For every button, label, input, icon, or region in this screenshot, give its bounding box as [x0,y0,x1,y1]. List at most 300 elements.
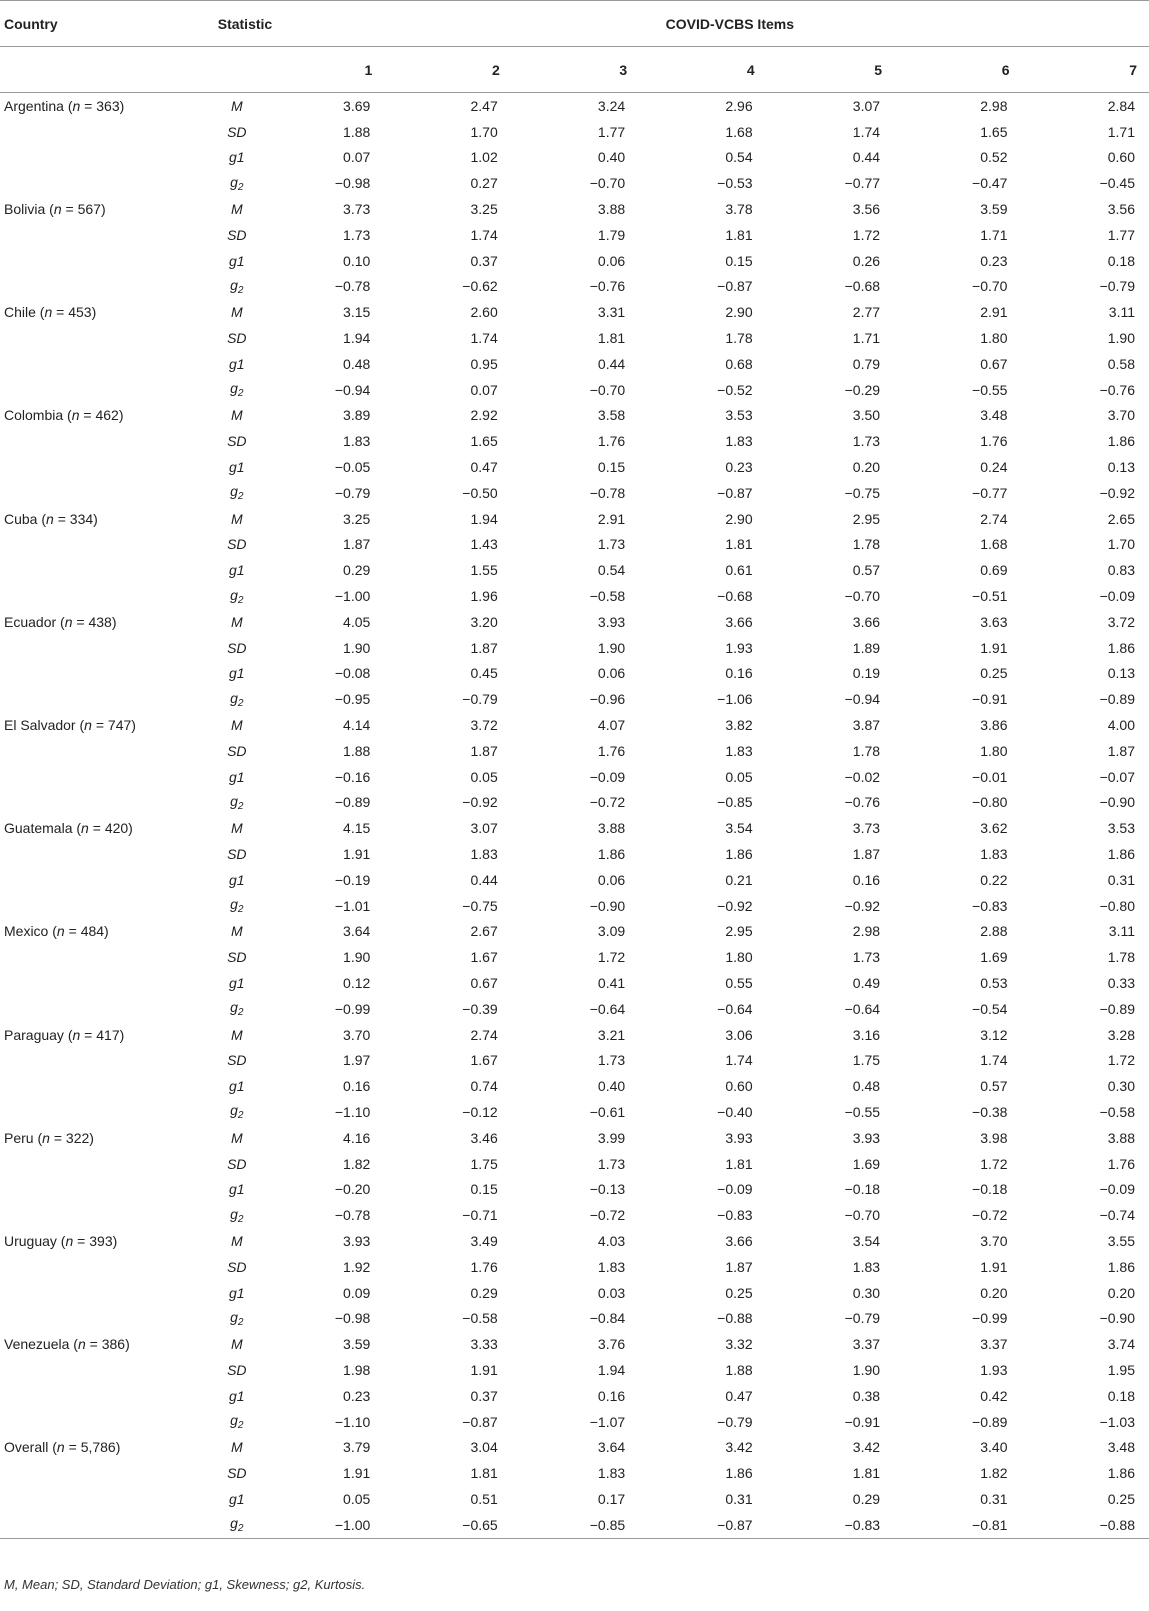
table-row [0,480,1149,506]
value-cell: 3.37 [852,1336,881,1353]
value-cell: 3.73 [852,820,881,837]
table-row [0,274,1149,300]
value-cell: 2.74 [980,510,1008,527]
value-cell: 1.72 [852,226,881,243]
table-row [0,93,1149,119]
value-cell: 1.88 [343,123,371,140]
value-cell: −0.90 [1099,1310,1135,1327]
value-cell: 3.50 [852,407,881,424]
country-cell: Chile (n = 453) [4,304,97,321]
statistic-label [217,454,257,480]
value-cell: 0.16 [725,665,753,682]
value-cell: 0.07 [470,381,498,398]
value-cell: 1.79 [597,226,626,243]
value-cell: 3.62 [980,820,1008,837]
value-cell: −0.78 [334,278,371,295]
value-cell: −0.70 [589,175,626,192]
statistic-label [217,609,257,635]
value-cell: −0.94 [334,381,371,398]
statistic-symbol: M [230,1026,243,1043]
value-cell: −0.92 [462,794,498,811]
value-cell: 3.70 [343,1026,371,1043]
statistic-symbol: g1 [229,459,245,476]
item-number-header: 7 [1021,47,1149,93]
value-cell: 0.58 [1107,355,1135,372]
value-cell: −1.00 [257,1512,384,1538]
value-cell: −0.61 [589,1103,626,1120]
table-row [0,686,1149,712]
value-cell: 0.95 [470,355,498,372]
value-cell: 0.19 [852,665,881,682]
table-row [0,790,1149,816]
value-cell: 3.53 [725,407,753,424]
value-cell: 1.80 [980,330,1008,347]
statistic-label [217,170,257,196]
value-cell: 3.07 [470,820,498,837]
value-cell: −0.13 [589,1181,626,1198]
value-cell: 3.16 [852,1026,881,1043]
value-cell: 4.15 [343,820,371,837]
statistic-subscript: 2 [237,388,244,400]
item-number-header: 5 [767,47,894,93]
country-cell: Overall (n = 5,786) [4,1439,121,1456]
value-cell: −0.96 [589,691,626,708]
table-row [0,867,1149,893]
value-cell: 3.70 [1107,407,1135,424]
value-cell: −0.79 [334,484,371,501]
value-cell: 3.89 [343,407,371,424]
value-cell: −0.64 [844,1000,881,1017]
value-cell: −0.78 [589,484,626,501]
statistic-symbol: SD [227,226,247,243]
value-cell: −0.85 [512,1512,639,1538]
value-cell: 0.40 [597,149,626,166]
value-cell: −0.40 [717,1103,753,1120]
value-cell: −0.92 [717,897,753,914]
sample-size: 438 [88,613,112,630]
statistic-symbol: g [230,1515,238,1532]
table-row [0,764,1149,790]
value-cell: 3.25 [470,201,498,218]
value-cell: −0.76 [844,794,881,811]
value-cell: 0.40 [597,1078,626,1095]
value-cell: −1.03 [1099,1413,1135,1430]
statistic-subscript: 2 [237,1420,244,1432]
value-cell: 0.15 [470,1181,498,1198]
value-cell: −0.09 [1099,588,1135,605]
value-cell: 0.51 [470,1490,498,1507]
value-cell: −0.71 [462,1207,498,1224]
table-row [0,583,1149,609]
statistic-subscript: 2 [237,594,244,606]
statistic-symbol: g1 [229,355,245,372]
value-cell: 2.95 [725,923,753,940]
value-cell: 1.75 [852,1052,881,1069]
value-cell: 1.87 [343,536,371,553]
value-cell: −0.47 [972,175,1008,192]
country-name: Venezuela [4,1336,70,1353]
value-cell: −0.79 [1099,278,1135,295]
value-cell: 1.81 [725,536,753,553]
country-name: Uruguay [4,1232,57,1249]
value-cell: 1.73 [597,1155,626,1172]
value-cell: 0.21 [725,871,753,888]
value-cell: 3.42 [725,1439,753,1456]
value-cell: −0.16 [334,768,371,785]
value-cell: 3.78 [725,201,753,218]
statistic-symbol: SD [227,433,247,450]
value-cell: 0.18 [1107,252,1135,269]
statistic-label [217,351,257,377]
statistic-label [217,1460,257,1486]
value-cell: 0.48 [852,1078,881,1095]
value-cell: −0.01 [972,768,1008,785]
value-cell: 1.73 [852,949,881,966]
statistic-label [217,815,257,841]
item-number-header: 3 [512,47,639,93]
value-cell: 0.69 [980,562,1008,579]
value-cell: 1.81 [470,1465,498,1482]
statistic-symbol: g [230,173,238,190]
value-cell: 0.17 [597,1490,626,1507]
table-row [0,557,1149,583]
value-cell: −0.91 [972,691,1008,708]
value-cell: −0.87 [717,484,753,501]
value-cell: 1.87 [1107,742,1135,759]
value-cell: 1.91 [470,1361,498,1378]
value-cell: −0.05 [334,459,371,476]
value-cell: 1.76 [1107,1155,1135,1172]
value-cell: 1.97 [343,1052,371,1069]
value-cell: −1.07 [589,1413,626,1430]
table-row [0,325,1149,351]
statistic-label [217,1254,257,1280]
value-cell: 1.94 [597,1361,626,1378]
statistic-header: Statistic [217,1,257,47]
value-cell: −0.80 [1099,897,1135,914]
statistic-subscript: 2 [237,1523,244,1535]
statistic-symbol: M [230,613,243,630]
value-cell: −0.77 [972,484,1008,501]
value-cell: 3.09 [597,923,626,940]
value-cell: 1.93 [725,639,753,656]
value-cell: 3.21 [597,1026,626,1043]
value-cell: −0.54 [972,1000,1008,1017]
table-row [0,893,1149,919]
value-cell: −0.90 [589,897,626,914]
value-cell: −0.94 [844,691,881,708]
country-cell: Ecuador (n = 438) [4,613,117,630]
statistic-label [217,1357,257,1383]
value-cell: 0.27 [470,175,498,192]
value-cell: 1.94 [470,510,498,527]
table-row [0,635,1149,661]
value-cell: 3.49 [470,1232,498,1249]
value-cell: 1.74 [470,330,498,347]
table-row [0,712,1149,738]
value-cell: 1.73 [343,226,371,243]
value-cell: −0.75 [844,484,881,501]
value-cell: 0.57 [980,1078,1008,1095]
value-cell: 3.64 [343,923,371,940]
country-cell: Mexico (n = 484) [4,923,109,940]
country-cell: Colombia (n = 462) [4,407,124,424]
value-cell: 2.74 [470,1026,498,1043]
value-cell: 1.81 [852,1465,881,1482]
value-cell: 0.57 [852,562,881,579]
table-footnote: M, Mean; SD, Standard Deviation; g1, Skewness; g2, Kurtosis. [4,1577,366,1592]
value-cell: 1.90 [852,1361,881,1378]
value-cell: 1.91 [980,1258,1008,1275]
value-cell: 4.00 [1107,717,1135,734]
table-row [0,403,1149,429]
value-cell: 2.90 [725,304,753,321]
header-row [0,1,1149,47]
statistic-symbol: M [230,923,243,940]
value-cell: −0.89 [334,794,371,811]
value-cell: 0.25 [1107,1490,1135,1507]
table-row [0,1383,1149,1409]
table-row [0,1202,1149,1228]
value-cell: −0.09 [1099,1181,1135,1198]
table-row [0,1176,1149,1202]
value-cell: 2.88 [980,923,1008,940]
value-cell: −0.50 [462,484,498,501]
value-cell: 0.06 [597,252,626,269]
table-row [0,454,1149,480]
country-cell: Bolivia (n = 567) [4,201,106,218]
statistic-symbol: g1 [229,1490,245,1507]
country-name: Mexico [4,923,49,940]
value-cell: 0.06 [597,665,626,682]
value-cell: 3.86 [980,717,1008,734]
value-cell: 1.71 [980,226,1008,243]
value-cell: 1.86 [1107,1258,1135,1275]
statistic-symbol: g1 [229,1284,245,1301]
value-cell: 1.74 [725,1052,753,1069]
value-cell: 0.44 [852,149,881,166]
statistic-symbol: SD [227,949,247,966]
statistic-label [217,1280,257,1306]
value-cell: 0.12 [343,974,371,991]
value-cell: 1.87 [470,639,498,656]
statistic-symbol: SD [227,846,247,862]
table-row [0,1331,1149,1357]
value-cell: 0.74 [470,1078,498,1095]
value-cell: 0.06 [597,871,626,888]
value-cell: 1.65 [980,123,1008,140]
value-cell: 4.07 [597,717,626,734]
value-cell: 0.05 [343,1490,371,1507]
value-cell: 0.20 [1107,1284,1135,1301]
value-cell: 1.86 [1107,1465,1135,1482]
value-cell: 1.81 [597,330,626,347]
statistic-symbol: SD [227,536,247,553]
value-cell: 1.78 [1107,949,1135,966]
statistic-subscript: 2 [237,181,244,193]
value-cell: −1.06 [717,691,753,708]
statistic-symbol: SD [227,1258,247,1275]
statistic-subscript: 2 [237,1007,244,1019]
value-cell: 0.54 [597,562,626,579]
statistic-label [217,274,257,300]
value-cell: −0.80 [972,794,1008,811]
value-cell: −1.01 [334,897,371,914]
value-cell: −0.75 [462,897,498,914]
statistic-symbol: M [230,201,243,218]
country-name: Guatemala [4,820,73,837]
value-cell: 0.23 [725,459,753,476]
statistic-symbol: SD [227,1361,247,1378]
statistic-symbol: g [230,1308,238,1325]
value-cell: 1.74 [980,1052,1008,1069]
statistic-subscript: 2 [237,1316,244,1328]
value-cell: −0.68 [717,588,753,605]
value-cell: 0.37 [470,1387,498,1404]
statistic-label [217,145,257,171]
value-cell: 3.48 [1107,1439,1135,1456]
value-cell: −0.09 [717,1181,753,1198]
value-cell: 1.72 [1107,1052,1135,1069]
statistic-subscript: 2 [237,1110,244,1122]
value-cell: 1.68 [725,123,753,140]
statistic-label [217,661,257,687]
value-cell: 0.33 [1107,974,1135,991]
table-row [0,119,1149,145]
statistic-label [217,1022,257,1048]
items-header: COVID-VCBS Items [257,1,1149,47]
table-row [0,1305,1149,1331]
value-cell: 1.75 [470,1155,498,1172]
value-cell: 3.20 [470,613,498,630]
value-cell: 0.83 [1107,562,1135,579]
value-cell: 3.42 [852,1439,881,1456]
table-row [0,506,1149,532]
statistic-label [217,299,257,325]
value-cell: 0.22 [980,871,1008,888]
value-cell: 0.29 [852,1490,881,1507]
value-cell: −0.58 [589,588,626,605]
value-cell: 0.10 [343,252,371,269]
value-cell: −0.55 [972,381,1008,398]
value-cell: −0.20 [334,1181,371,1198]
value-cell: 3.87 [852,717,881,734]
value-cell: 3.93 [852,1129,881,1146]
table-row [0,1073,1149,1099]
value-cell: 1.83 [725,742,753,759]
statistic-label [217,222,257,248]
value-cell: 0.53 [980,974,1008,991]
sample-size: 747 [107,717,132,734]
value-cell: 0.26 [852,252,881,269]
statistic-label [217,248,257,274]
table-row [0,1409,1149,1435]
statistic-label [217,1331,257,1357]
statistic-label [217,1202,257,1228]
statistic-label [217,996,257,1022]
value-cell: 1.73 [597,536,626,553]
value-cell: −0.83 [972,897,1008,914]
statistic-label [217,970,257,996]
country-name: Bolivia [4,201,46,218]
value-cell: 0.23 [980,252,1008,269]
value-cell: 0.44 [470,871,498,888]
value-cell: 3.40 [980,1439,1008,1456]
value-cell: −0.99 [334,1000,371,1017]
value-cell: −0.45 [1099,175,1135,192]
value-cell: 1.83 [852,1258,881,1275]
value-cell: 0.44 [597,355,626,372]
statistic-symbol: g1 [229,562,245,579]
value-cell: 2.91 [597,510,626,527]
value-cell: 1.83 [725,433,753,450]
value-cell: 1.86 [597,846,626,862]
statistic-label [217,93,257,119]
sample-size: 417 [96,1026,120,1043]
value-cell: 1.72 [980,1155,1008,1172]
statistic-symbol: g1 [229,871,245,888]
value-cell: 1.86 [1107,639,1135,656]
country-name: Chile [4,304,36,321]
value-cell: 3.88 [597,201,626,218]
statistic-symbol: g [230,1412,238,1429]
value-cell: 1.55 [470,562,498,579]
value-cell: −0.79 [844,1310,881,1327]
value-cell: 1.83 [597,1465,626,1482]
statistic-symbol: g [230,483,238,500]
statistic-subscript: 2 [237,697,244,709]
table-row [0,1047,1149,1073]
statistic-symbol: g [230,792,238,809]
value-cell: 1.72 [597,949,626,966]
value-cell: 4.05 [343,613,371,630]
value-cell: 0.31 [1107,871,1135,888]
value-cell: 0.47 [725,1387,753,1404]
value-cell: 0.05 [725,768,753,785]
value-cell: 0.24 [980,459,1008,476]
country-cell: Guatemala (n = 420) [4,820,133,837]
value-cell: −0.55 [844,1103,881,1120]
value-cell: 1.83 [343,433,371,450]
statistic-label [217,867,257,893]
value-cell: −1.10 [334,1413,371,1430]
value-cell: −0.95 [334,691,371,708]
value-cell: −0.87 [462,1413,498,1430]
value-cell: 0.30 [1107,1078,1135,1095]
value-cell: 1.78 [725,330,753,347]
value-cell: 1.80 [980,742,1008,759]
value-cell: 1.96 [470,588,498,605]
country-name: Paraguay [4,1026,64,1043]
value-cell: 2.92 [470,407,498,424]
value-cell: 1.73 [852,433,881,450]
value-cell: 1.73 [597,1052,626,1069]
value-cell: −1.00 [334,588,371,605]
value-cell: 3.79 [343,1439,371,1456]
value-cell: 1.69 [852,1155,881,1172]
statistic-symbol: g1 [229,252,245,269]
value-cell: 2.65 [1107,510,1135,527]
statistic-label [217,1073,257,1099]
statistic-symbol: g [230,586,238,603]
country-name: Peru [4,1129,34,1146]
value-cell: 3.93 [597,613,626,630]
table-body [0,93,1149,1539]
value-cell: 3.24 [597,97,626,114]
value-cell: 3.88 [597,820,626,837]
country-cell: Argentina (n = 363) [4,97,125,114]
value-cell: 1.78 [852,742,881,759]
